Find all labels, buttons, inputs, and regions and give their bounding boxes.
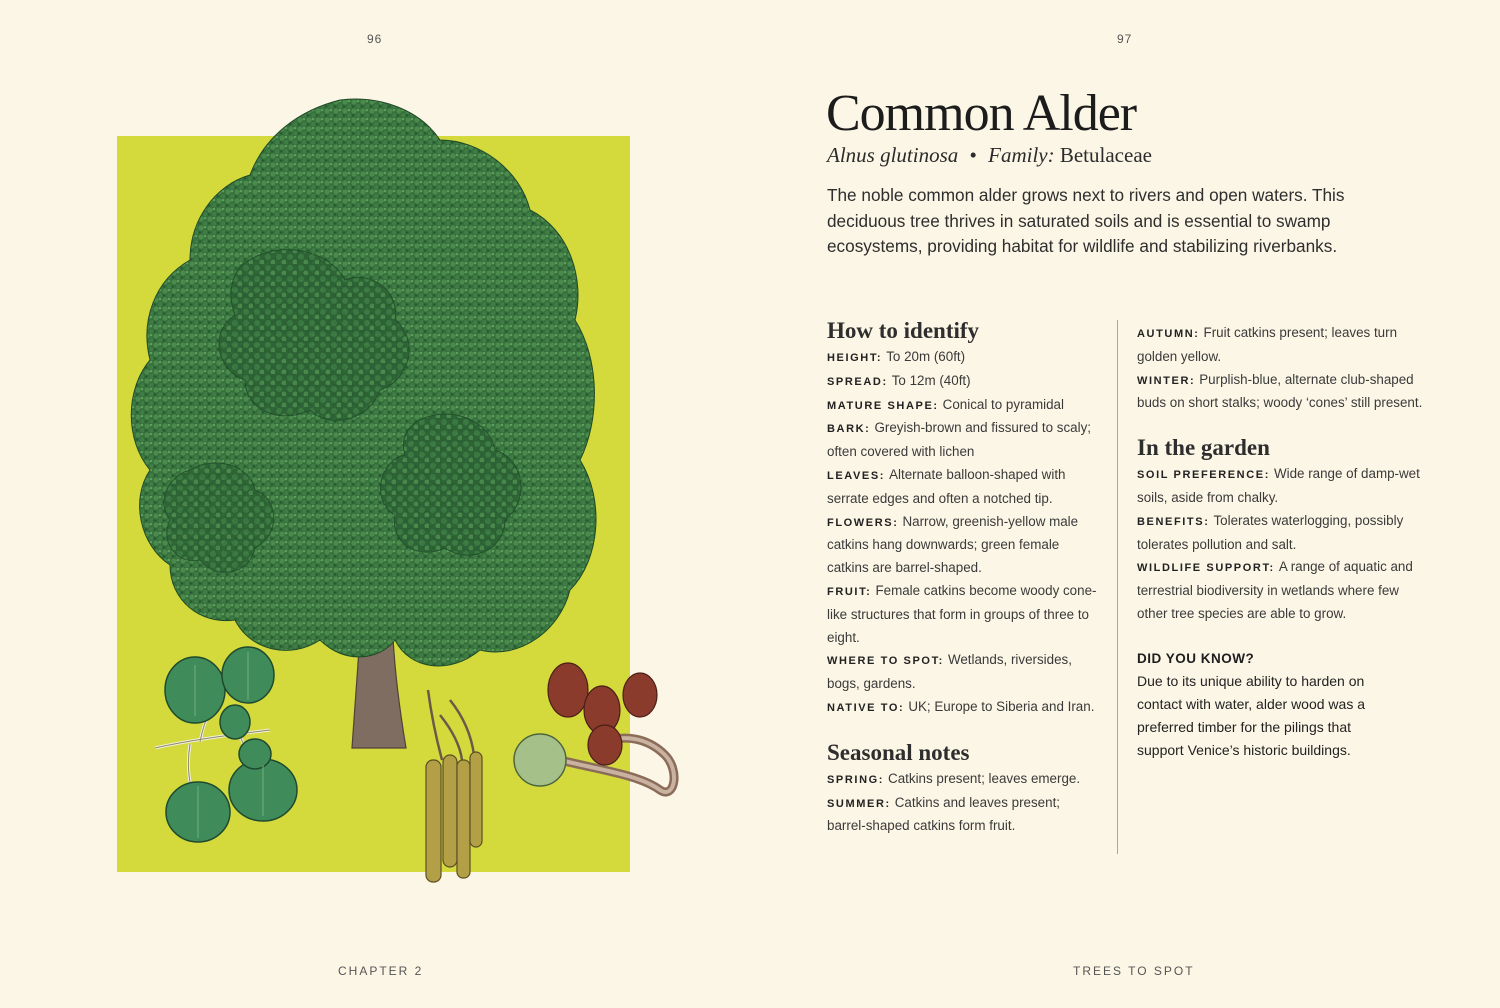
fact-fruit: FRUIT: Female catkins become woody cone-like structures that form in groups of three to eight. <box>827 582 1097 645</box>
page-number-right: 97 <box>1117 32 1133 46</box>
fact-where-to-spot: WHERE TO SPOT: Wetlands, riversides, bogs, gardens. <box>827 652 1072 692</box>
fact-height: HEIGHT: To 20m (60ft) <box>827 349 966 364</box>
did-you-know-heading: DID YOU KNOW? <box>1137 650 1255 666</box>
scientific-name: Alnus glutinosa <box>827 143 959 167</box>
did-you-know-text: Due to its unique ability to harden on contact with water, alder wood was a preferred timber for the pilings that support Venice’s historic buildings. <box>1137 672 1366 758</box>
bullet: • <box>969 143 977 167</box>
alder-illustration <box>0 0 760 920</box>
garden-column <box>1137 322 1429 762</box>
garden-benefits: BENEFITS: Tolerates waterlogging, possibly tolerates pollution and salt. <box>1137 512 1404 552</box>
identify-column <box>827 316 1102 838</box>
column-divider <box>1117 320 1118 854</box>
section-heading-garden: In the garden <box>1137 435 1270 461</box>
season-spring: SPRING: Catkins present; leaves emerge. <box>827 770 1081 786</box>
fact-mature-shape: MATURE SHAPE: Conical to pyramidal <box>827 396 1064 412</box>
page-title: Common Alder <box>826 85 1137 142</box>
footer-chapter: CHAPTER 2 <box>338 964 424 978</box>
fact-bark: BARK: Greyish-brown and fissured to scaly; often covered with lichen <box>827 420 1092 460</box>
season-winter: WINTER: Purplish-blue, alternate club-shaped buds on short stalks; woody ‘cones’ still present. <box>1137 371 1423 411</box>
intro-paragraph: The noble common alder grows next to rivers and open waters. This deciduous tree thrives in saturated soils and is essential to swamp ecosystems, providing habitat for wildlife and stabilizing riverbanks. <box>827 185 1345 256</box>
fact-flowers: FLOWERS: Narrow, greenish-yellow male catkins hang downwards; green female catkins are barrel-shaped. <box>827 513 1079 576</box>
garden-soil: SOIL PREFERENCE: Wide range of damp-wet soils, aside from chalky. <box>1137 466 1420 505</box>
section-heading-identify: How to identify <box>827 318 980 343</box>
footer-section: TREES TO SPOT <box>1073 964 1195 978</box>
garden-wildlife: WILDLIFE SUPPORT: A range of aquatic and terrestrial biodiversity in wetlands where few other tree species are able to grow. <box>1137 559 1413 621</box>
fact-native-to: NATIVE TO: UK; Europe to Siberia and Iran. <box>827 698 1095 714</box>
fact-spread: SPREAD: To 12m (40ft) <box>827 372 971 388</box>
family-label: Family: <box>988 143 1055 167</box>
family-name: Betulaceae <box>1059 143 1152 167</box>
fact-leaves: LEAVES: Alternate balloon-shaped with serrate edges and often a notched tip. <box>827 466 1066 506</box>
subtitle <box>827 143 1152 168</box>
season-summer: SUMMER: Catkins and leaves present; barrel-shaped catkins form fruit. <box>827 794 1061 834</box>
page-number-left: 96 <box>367 32 383 46</box>
section-heading-seasonal: Seasonal notes <box>827 739 970 765</box>
season-autumn: AUTUMN: Fruit catkins present; leaves turn golden yellow. <box>1137 325 1398 364</box>
